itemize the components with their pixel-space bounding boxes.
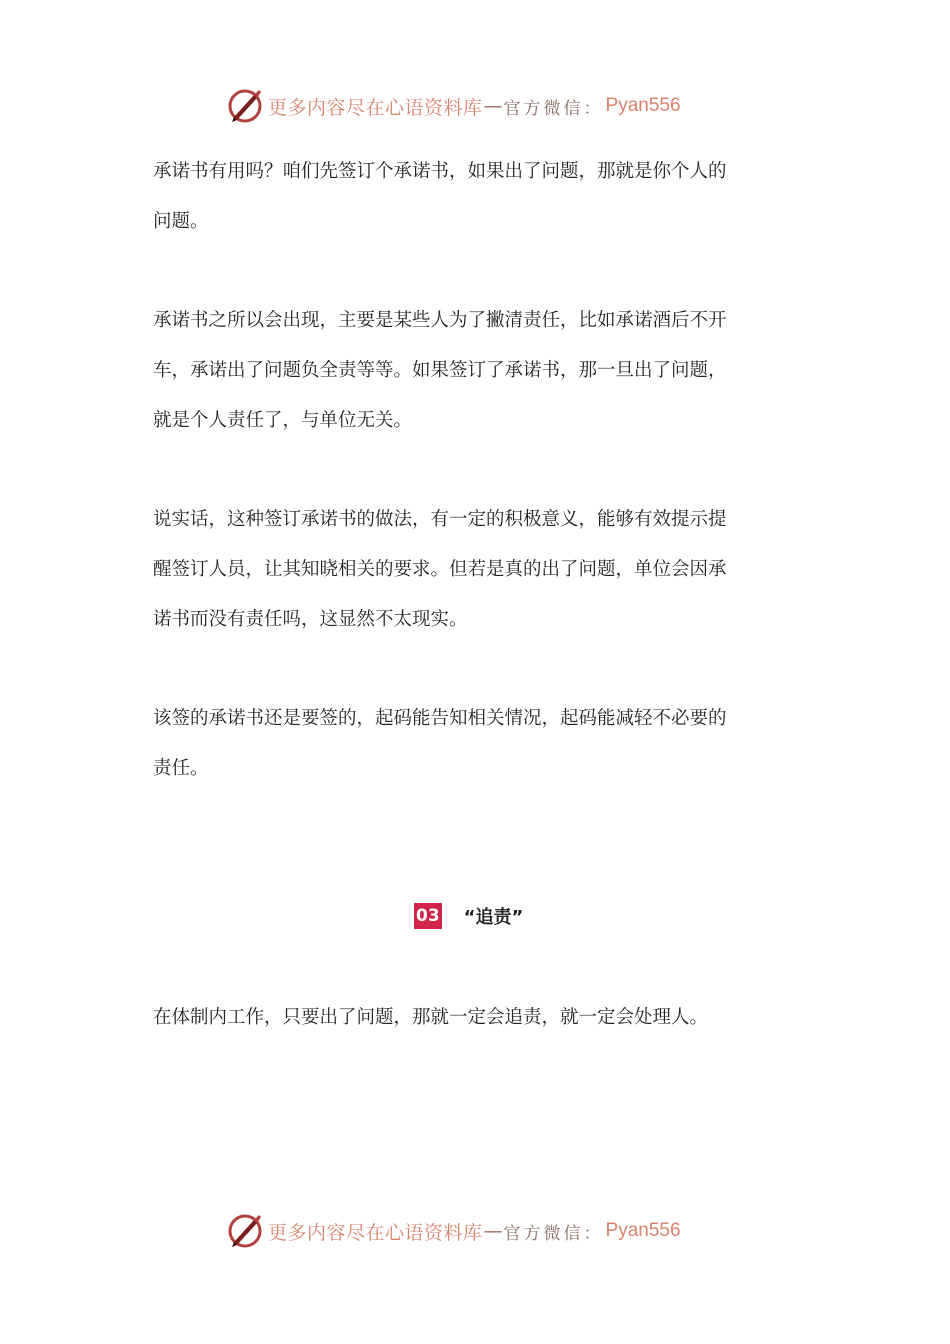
- footer-banner: [226, 1211, 681, 1251]
- paragraph-line: 醒签订人员，让其知晓相关的要求。但若是真的出了问题，单位会因承: [153, 559, 727, 580]
- paragraph-line: 该签的承诺书还是要签的，起码能告知相关情况，起码能减轻不必要的: [153, 708, 727, 729]
- paragraph-line: 责任。: [153, 758, 209, 779]
- paragraph-3: [153, 495, 803, 645]
- footer-dash: —: [483, 1220, 503, 1242]
- header-dash: —: [483, 95, 503, 117]
- paragraph-line: 诺书而没有责任吗，这显然不太现实。: [153, 609, 468, 630]
- header-wechat-id: Pyan556: [605, 95, 681, 116]
- paragraph-line: 说实话，这种签订承诺书的做法，有一定的积极意义，能够有效提示提: [153, 509, 727, 530]
- footer-brand-text: 更多内容尽在心语资料库: [268, 1221, 483, 1244]
- header-official-label: 官方微信：: [503, 98, 604, 119]
- paragraph-line: 车，承诺出了问题负全责等等。如果签订了承诺书，那一旦出了问题，: [153, 360, 727, 381]
- paragraph-line: 问题。: [153, 211, 209, 232]
- paragraph-line: 承诺书之所以会出现，主要是某些人为了撇清责任，比如承诺酒后不开: [153, 310, 727, 331]
- section-title: “追责”: [463, 907, 524, 928]
- header-banner: [226, 86, 681, 126]
- paragraph-2: [153, 296, 803, 446]
- footer-official-label: 官方微信：: [503, 1223, 604, 1244]
- paragraph-4: [153, 694, 803, 794]
- section-number-badge: 03: [414, 903, 442, 929]
- paragraph-1: [153, 147, 803, 247]
- pen-logo-icon: [226, 87, 264, 125]
- paragraph-line: 就是个人责任了，与单位无关。: [153, 410, 413, 431]
- pen-logo-icon: [226, 1212, 264, 1250]
- section-heading: [414, 902, 523, 930]
- paragraph-line: 在体制内工作，只要出了问题，那就一定会追责，就一定会处理人。: [153, 1007, 709, 1028]
- section-paragraph-1: [153, 993, 803, 1043]
- footer-wechat-id: Pyan556: [605, 1220, 681, 1241]
- header-brand-text: 更多内容尽在心语资料库: [268, 96, 483, 119]
- paragraph-line: 承诺书有用吗？咱们先签订个承诺书，如果出了问题，那就是你个人的: [153, 161, 727, 182]
